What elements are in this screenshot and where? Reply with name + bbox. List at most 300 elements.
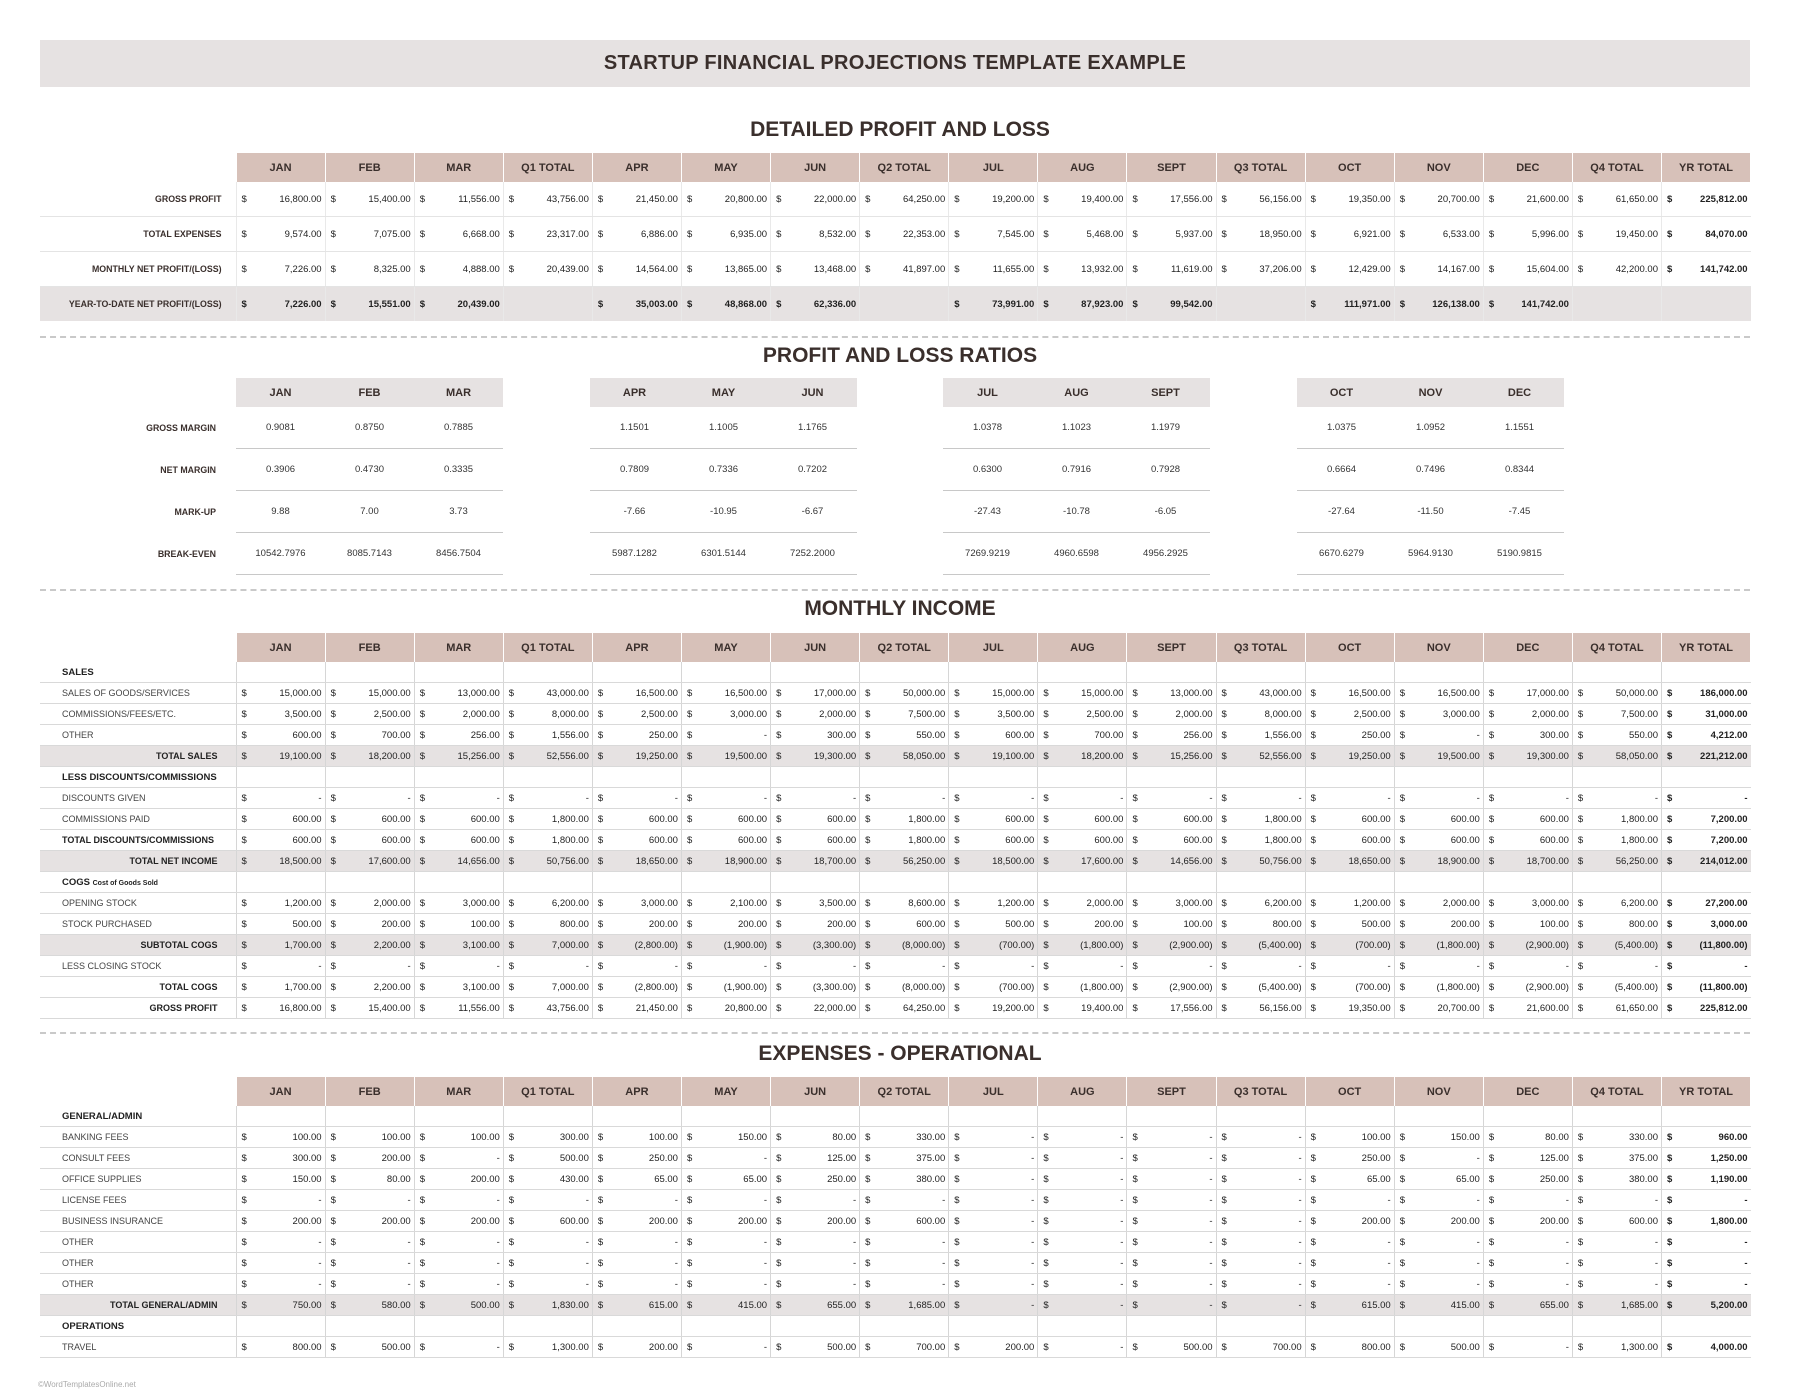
month-header: Q3 TOTAL [1216,1077,1305,1106]
value [329,688,411,699]
currency-symbol: $ [508,834,515,846]
amount: 500.00 [1361,918,1391,930]
currency-symbol: $ [1399,708,1406,720]
amount: 256.00 [1183,729,1213,741]
value [952,1216,1034,1227]
value [685,940,767,951]
value-cell [771,1148,860,1169]
currency-symbol: $ [954,708,960,720]
currency-symbol: $ [1399,981,1406,993]
value-cell [236,809,325,830]
value [1398,730,1480,741]
value [596,814,678,825]
amount: 15,551.00 [368,298,411,310]
value [1130,299,1212,310]
value-cell [1662,182,1751,217]
value [418,856,500,867]
value [1309,751,1391,762]
amount: - [1031,1236,1035,1248]
empty-cell [325,1316,414,1337]
currency-symbol: $ [1132,687,1138,699]
currency-symbol: $ [686,1215,693,1227]
currency-symbol: $ [1667,750,1673,762]
currency-symbol: $ [1221,834,1227,846]
currency-symbol: $ [776,750,782,762]
value [1576,751,1658,762]
value [1130,898,1212,909]
value-cell [771,1211,860,1232]
value [1130,1258,1212,1269]
month-header: FEB [325,1077,414,1106]
currency-symbol: $ [241,1194,247,1206]
amount: - [1654,1194,1658,1206]
amount: 50,756.00 [546,855,589,867]
amount: 125.00 [827,1152,857,1164]
currency-symbol: $ [776,897,782,909]
month-header: JUN [771,1077,860,1106]
value-cell [414,1253,503,1274]
row-label: COMMISSIONS/FEES/ETC. [40,704,236,725]
value-cell [503,914,592,935]
value [1130,688,1212,699]
value-cell [592,1190,681,1211]
amount: - [1654,1236,1658,1248]
value [1041,793,1123,804]
currency-symbol: $ [241,708,247,720]
pl-title: DETAILED PROFIT AND LOSS [750,118,1050,141]
amount: - [1565,1194,1569,1206]
currency-symbol: $ [776,228,782,240]
amount: (5,400.00) [1258,939,1302,951]
ratio-value: -7.66 [623,506,646,517]
value [1220,898,1302,909]
currency-symbol: $ [1667,1341,1673,1353]
empty-cell [325,767,414,788]
currency-symbol: $ [1310,1152,1316,1164]
currency-symbol: $ [954,897,960,909]
table-row [40,1127,1751,1148]
currency-symbol: $ [1399,1257,1406,1269]
value-cell [1572,704,1661,725]
currency-symbol: $ [1577,1341,1584,1353]
currency-symbol: $ [241,834,247,846]
value-cell [414,1337,503,1358]
currency-symbol: $ [1043,981,1049,993]
amount: 200.00 [381,1152,411,1164]
value [1309,961,1391,972]
currency-symbol: $ [1310,298,1316,310]
value [596,1216,678,1227]
currency-symbol: $ [865,981,871,993]
value-cell [1127,725,1216,746]
amount: - [1298,792,1302,804]
value [418,229,500,240]
value-cell [1127,893,1216,914]
month-header: NOV [1394,153,1483,182]
value-cell [1305,893,1394,914]
amount: - [942,792,946,804]
currency-symbol: $ [330,298,336,310]
value-cell [1662,1190,1751,1211]
currency-symbol: $ [776,1173,782,1185]
currency-symbol: $ [954,1002,960,1014]
amount: 800.00 [1272,918,1302,930]
table-row [40,1148,1751,1169]
amount: 500.00 [470,1299,500,1311]
value-cell [414,809,503,830]
value [596,940,678,951]
value-cell [236,977,325,998]
amount: 1,830.00 [551,1299,589,1311]
amount: 221,212.00 [1700,750,1748,762]
empty-cell [414,662,503,683]
value-cell [1038,1148,1127,1169]
currency-symbol: $ [1399,813,1406,825]
amount: 8,532.00 [819,228,857,240]
month-header: APR [592,633,681,662]
value-cell [1216,746,1305,767]
amount: 20,700.00 [1437,193,1480,205]
currency-symbol: $ [419,263,425,275]
value [1309,940,1391,951]
value [1309,982,1391,993]
value-cell [325,1190,414,1211]
currency-symbol: $ [508,1278,515,1290]
value-cell [1394,217,1483,252]
header-row [40,1077,1751,1106]
currency-symbol: $ [241,1152,247,1164]
amount: - [852,792,857,804]
amount: - [763,960,768,972]
value [1398,1258,1480,1269]
currency-symbol: $ [686,1257,693,1269]
currency-symbol: $ [1577,1215,1584,1227]
value-cell [771,788,860,809]
currency-symbol: $ [1043,813,1049,825]
value [1041,709,1123,720]
value-cell [325,746,414,767]
currency-symbol: $ [1577,981,1584,993]
amount: 600.00 [1361,813,1391,825]
month-header: DEC [1483,1077,1572,1106]
month-header: OCT [1305,153,1394,182]
currency-symbol: $ [686,1173,693,1185]
ratio-row [236,491,503,533]
month-header: AUG [1038,633,1127,662]
currency-symbol: $ [419,918,425,930]
value-cell [1662,683,1751,704]
currency-symbol: $ [1399,1299,1406,1311]
value [240,1237,322,1248]
value [685,1237,767,1248]
ratio-group [943,378,1210,575]
amount: - [1120,1215,1124,1227]
currency-symbol: $ [776,708,782,720]
amount: 18,700.00 [813,855,857,867]
value-cell [949,1169,1038,1190]
amount: - [1031,1131,1035,1143]
currency-symbol: $ [1667,263,1673,275]
amount: 600.00 [381,834,411,846]
value [1130,1195,1212,1206]
amount: 31,000.00 [1705,708,1748,720]
currency-symbol: $ [1043,1278,1049,1290]
value [1487,1195,1569,1206]
value-cell [1038,704,1127,725]
value [952,264,1034,275]
currency-symbol: $ [508,813,515,825]
amount: 19,500.00 [724,750,768,762]
currency-symbol: $ [1399,1341,1406,1353]
empty-cell [1038,767,1127,788]
currency-symbol: $ [1488,897,1495,909]
value [418,940,500,951]
currency-symbol: $ [1399,1002,1406,1014]
currency-symbol: $ [1043,1257,1049,1269]
amount: - [318,792,322,804]
value [329,940,411,951]
table-row [40,998,1751,1019]
currency-symbol: $ [419,1341,425,1353]
amount: 256.00 [470,729,500,741]
amount: 42,200.00 [1615,263,1658,275]
value-cell [592,746,681,767]
value [1041,1237,1123,1248]
amount: - [496,1236,500,1248]
value [1665,793,1748,804]
value [1665,229,1748,240]
value-cell [1483,809,1572,830]
value [774,1153,856,1164]
row-label: COMMISSIONS PAID [40,809,236,830]
value-cell [771,1232,860,1253]
month-header: Q4 TOTAL [1572,1077,1661,1106]
value [507,709,589,720]
currency-symbol: $ [1043,193,1049,205]
empty-cell [1038,872,1127,893]
value [952,961,1034,972]
currency-symbol: $ [1488,1173,1495,1185]
value-cell [1216,893,1305,914]
value [329,264,411,275]
currency-symbol: $ [330,834,336,846]
amount: 200.00 [648,1341,678,1353]
value-cell [860,956,949,977]
empty-cell [236,1316,325,1337]
amount: 250.00 [1361,1152,1391,1164]
value-cell [681,851,770,872]
value-cell [1305,956,1394,977]
currency-symbol: $ [865,792,871,804]
ratio-value: 10542.7976 [255,548,306,559]
amount: 9,574.00 [284,228,322,240]
amount: 18,500.00 [992,855,1035,867]
currency-symbol: $ [1221,1257,1227,1269]
amount: (2,900.00) [1169,981,1213,993]
value [1487,688,1569,699]
currency-symbol: $ [1310,897,1316,909]
value-cell [1483,746,1572,767]
value [329,835,411,846]
value [418,709,500,720]
value [240,751,322,762]
empty-cell [1394,1316,1483,1337]
value-cell [949,830,1038,851]
value-cell [1038,746,1127,767]
amount: - [1209,1236,1213,1248]
currency-symbol: $ [686,228,693,240]
value-cell [236,956,325,977]
amount: - [407,1194,411,1206]
value-cell [771,217,860,252]
value-cell [1572,1274,1661,1295]
amount: 615.00 [1361,1299,1391,1311]
currency-symbol: $ [597,1278,604,1290]
value [1487,940,1569,951]
ratio-header [943,378,1210,407]
empty-cell [949,872,1038,893]
month-header: JAN [236,633,325,662]
amount: 600.00 [648,813,678,825]
value [1576,709,1658,720]
value-cell [236,683,325,704]
amount: 100.00 [381,1131,411,1143]
currency-symbol: $ [330,1131,336,1143]
amount: 600.00 [381,813,411,825]
value-cell [1572,287,1661,322]
table-row [40,746,1751,767]
ratio-value: 1.1023 [1061,422,1092,433]
amount: 150.00 [292,1173,322,1185]
amount: 15,604.00 [1526,263,1569,275]
amount: 20,700.00 [1437,1002,1480,1014]
currency-symbol: $ [1399,298,1406,310]
value [1665,856,1748,867]
value-cell [1662,1127,1751,1148]
value [952,299,1034,310]
value-cell [1483,252,1572,287]
ratio-row [236,449,503,491]
currency-symbol: $ [241,918,247,930]
ratio-value: 0.7916 [1061,464,1092,475]
amount: 52,556.00 [1259,750,1302,762]
currency-symbol: $ [1043,1194,1049,1206]
ratio-row [943,533,1210,575]
value-cell [1127,683,1216,704]
currency-symbol: $ [1310,708,1316,720]
ratio-month: DEC [1507,386,1532,399]
empty-cell [771,767,860,788]
ratio-month: NOV [1418,386,1443,399]
amount: 1,700.00 [284,939,322,951]
value [1665,940,1748,951]
value [1576,835,1658,846]
currency-symbol: $ [1667,708,1673,720]
amount: 15,256.00 [1170,750,1213,762]
currency-symbol: $ [1399,1236,1406,1248]
ratio-month: JAN [269,386,292,399]
empty-cell [949,662,1038,683]
value-cell [592,956,681,977]
value [240,1216,322,1227]
value-cell [1038,683,1127,704]
currency-symbol: $ [954,193,960,205]
amount: 6,533.00 [1442,228,1480,240]
currency-symbol: $ [1488,792,1495,804]
month-header: JUL [949,633,1038,662]
currency-symbol: $ [508,1194,515,1206]
amount: 600.00 [648,834,678,846]
value-cell [1572,893,1661,914]
empty-cell [771,662,860,683]
value [774,229,856,240]
value [329,751,411,762]
currency-symbol: $ [597,750,604,762]
currency-symbol: $ [1399,792,1406,804]
amount: - [1120,792,1124,804]
currency-symbol: $ [330,1173,336,1185]
month-header: SEPT [1127,153,1216,182]
amount: 5,996.00 [1531,228,1569,240]
value-cell [1394,1148,1483,1169]
amount: - [674,1257,678,1269]
table-row [40,1295,1751,1316]
value-cell [1662,977,1751,998]
value [1041,856,1123,867]
currency-symbol: $ [1221,1278,1227,1290]
header-blank [40,1077,236,1106]
value [507,1195,589,1206]
value [1487,1132,1569,1143]
amount: - [942,1278,946,1290]
row-label: LESS CLOSING STOCK [40,956,236,977]
empty-cell [1662,1316,1751,1337]
amount: 100.00 [470,918,500,930]
currency-symbol: $ [865,1215,871,1227]
amount: - [1209,1215,1213,1227]
amount: 600.00 [1361,834,1391,846]
value [1041,814,1123,825]
value-cell [1127,830,1216,851]
amount: - [1565,1341,1569,1353]
value [1220,856,1302,867]
value [952,835,1034,846]
value-cell [236,1211,325,1232]
currency-symbol: $ [508,687,515,699]
amount: 225,812.00 [1700,193,1748,205]
value [863,194,945,205]
value-cell [1127,704,1216,725]
value-cell [414,1295,503,1316]
value [1665,1195,1748,1206]
value [507,1216,589,1227]
value-cell [1572,1190,1661,1211]
value [1130,709,1212,720]
value [1130,1342,1212,1353]
currency-symbol: $ [776,1194,782,1206]
month-header: FEB [325,153,414,182]
value [329,1258,411,1269]
ratio-value: 7252.2000 [790,548,835,559]
amount: 1,200.00 [284,897,322,909]
currency-symbol: $ [508,750,515,762]
amount: - [1654,1278,1658,1290]
value [329,898,411,909]
amount: - [1476,1257,1480,1269]
value [596,709,678,720]
amount: 500.00 [559,1152,589,1164]
currency-symbol: $ [1310,918,1316,930]
